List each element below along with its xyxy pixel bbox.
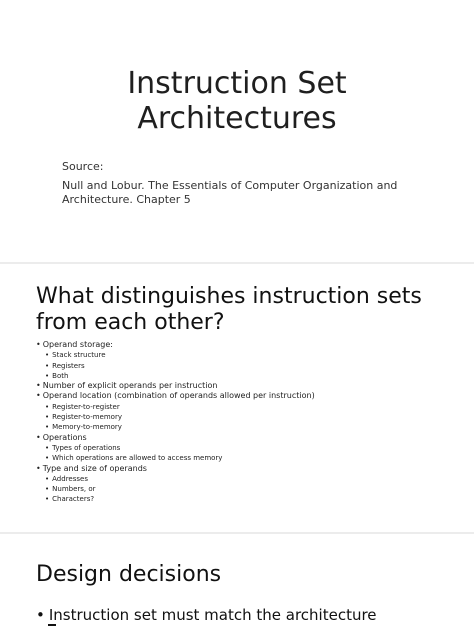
sub-bullet-dash bbox=[48, 624, 56, 626]
slide-heading: Design decisions bbox=[36, 562, 222, 587]
sub-bullet-item: • Characters? bbox=[36, 494, 456, 504]
sub-bullet-item: • Types of operations bbox=[36, 443, 456, 453]
slide-distinguishes bbox=[0, 264, 474, 532]
source-block bbox=[62, 160, 462, 207]
heading-line-2: from each other? bbox=[36, 310, 225, 335]
slide-design-decisions bbox=[0, 534, 474, 632]
sub-bullet-item: • Numbers, or bbox=[36, 484, 456, 494]
slide-title bbox=[0, 0, 474, 262]
bullet-text: Instruction set must match the architecture bbox=[48, 606, 377, 624]
heading-line-1: What distinguishes instruction sets bbox=[36, 284, 422, 309]
sub-bullet-item: • Registers bbox=[36, 361, 456, 371]
bullet-item: • Operand location (combination of operands allowed per instruction) bbox=[36, 391, 456, 401]
bullet-item: • Number of explicit operands per instruction bbox=[36, 381, 456, 391]
title-line-1: Instruction Set bbox=[127, 66, 347, 101]
source-label: Source: bbox=[62, 160, 104, 173]
bullet-item: • Operations bbox=[36, 433, 456, 443]
sub-bullet-item: • Register-to-register bbox=[36, 402, 456, 412]
title-line-2: Architectures bbox=[137, 101, 337, 136]
sub-bullet-item: • Both bbox=[36, 371, 456, 381]
sub-bullet-item: • Which operations are allowed to access memory bbox=[36, 453, 456, 463]
sub-bullet-item: • Memory-to-memory bbox=[36, 422, 456, 432]
sub-bullet-item: • Stack structure bbox=[36, 350, 456, 360]
bullet-item: • Operand storage: bbox=[36, 340, 456, 350]
sub-bullet-item: • Register-to-memory bbox=[36, 412, 456, 422]
bullet-item: • Type and size of operands bbox=[36, 464, 456, 474]
slide-heading bbox=[36, 284, 456, 336]
bullet-list bbox=[36, 340, 456, 505]
bullet-dot: • bbox=[36, 606, 45, 624]
presentation-title bbox=[0, 66, 474, 136]
source-citation: Null and Lobur. The Essentials of Computer Organization and Architecture. Chapter 5 bbox=[62, 179, 398, 206]
sub-bullet-item: • Addresses bbox=[36, 474, 456, 484]
bullet-item bbox=[36, 606, 377, 624]
